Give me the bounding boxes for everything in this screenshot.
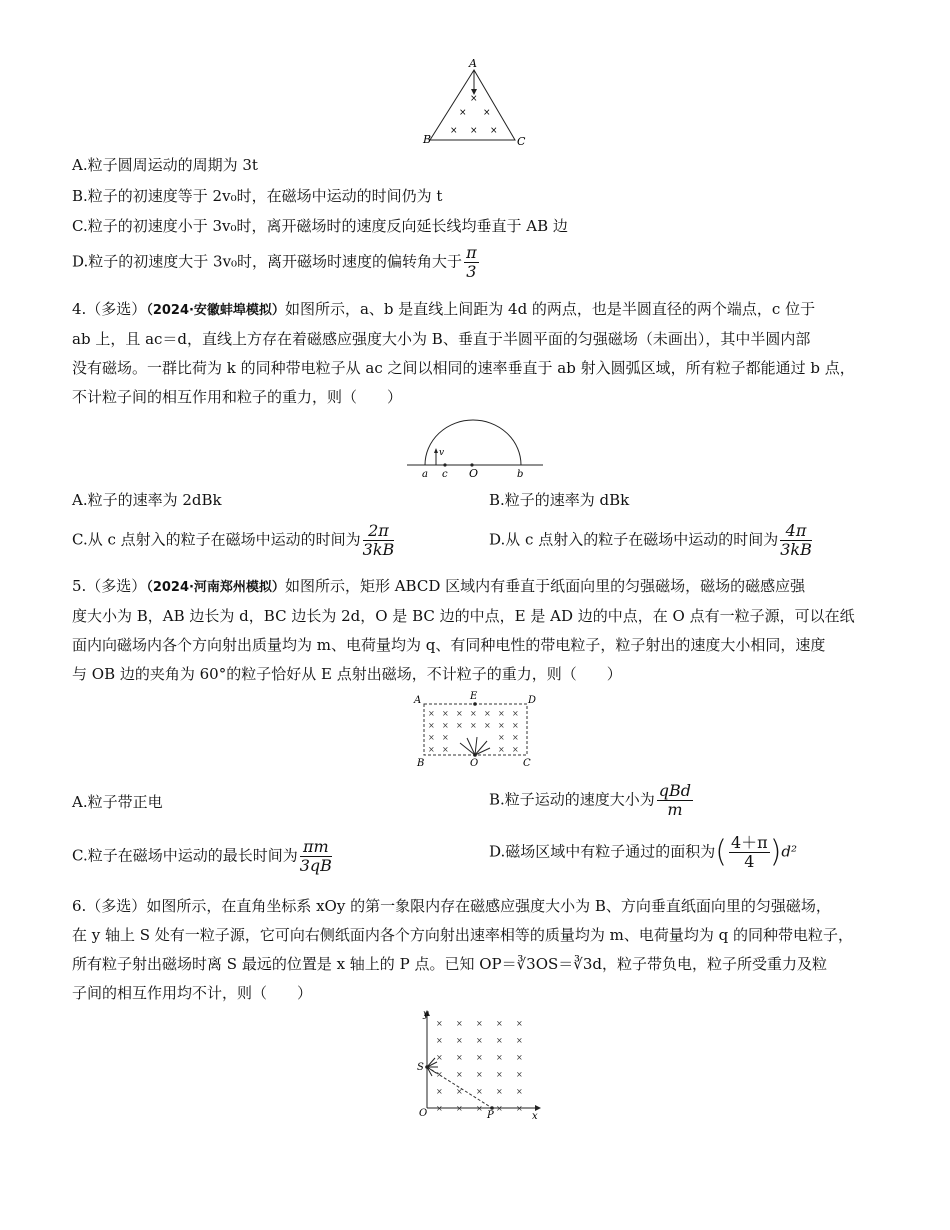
label-A: A bbox=[469, 57, 477, 70]
label-A: A bbox=[414, 695, 422, 706]
semicircle-figure bbox=[405, 415, 545, 480]
question-6: 6.（多选）如图所示，在直角坐标系 xOy 的第一象限内存在磁感应强度大小为 B、方向垂直纸面向里的匀强磁场， 在 y 轴上 S 处有一粒子源，它可向右侧纸面内各个方向射出速率相等的质量均为 m、电荷量均为 q 的同种带电粒子， 所有粒子射出磁场时离 S 最远的位置是 x 轴上的 P 点。已知 OP＝∛3OS＝∛3d，粒子带负电，粒子所受重力及粒 子间的相互作用均不计，则（ ） bbox=[72, 897, 853, 1002]
q4-option-c: C.从 c 点射入的粒子在磁场中运动的时间为 $\frac{2\pi}{3kB}$ bbox=[72, 521, 395, 559]
question-5: 5.（多选）（2024·河南郑州模拟）如图所示，矩形 ABCD 区域内有垂直于纸面向里的匀强磁场，磁场的磁感应强 度大小为 B，AB 边长为 d，BC 边长为 2d，O 是 BC 边的中点，E 是 AD 边的中点，在 O 点有一粒子源，可以在纸 面内向磁场内各个方向射出质量均为 m、电荷量均为 q、有同种电性的带电粒子，粒子射出的速度大小相同，速度 与 OB 边的夹角为 60°的粒子恰好从 E 点射出磁场，不计粒子的重力，则（ ） bbox=[72, 577, 855, 683]
cross-mark: × bbox=[442, 721, 449, 730]
cross-mark: × bbox=[476, 1019, 483, 1028]
cross-mark: × bbox=[456, 1104, 463, 1113]
cross-mark: × bbox=[516, 1019, 523, 1028]
cross-mark: × bbox=[428, 745, 435, 754]
question-4: 4.（多选）（2024·安徽蚌埠模拟）如图所示，a、b 是直线上间距为 4d 的两点，也是半圆直径的两个端点，c 位于 ab 上，且 ac＝d，直线上方存在着磁感应强度大小为 B、垂直于半圆平面的匀强磁场（未画出），其中半圆内部 没有磁场。一群比荷为 k 的同种带电粒子从 ac 之间以相同的速率垂直于 ab 射入圆弧区域，所有粒子都能通过 b 点， 不计粒子间的相互作用和粒子的重力，则（ ） bbox=[72, 300, 855, 406]
rectangle-figure bbox=[410, 688, 540, 770]
cross-mark: × bbox=[436, 1087, 443, 1096]
q3-option-d: D.粒子的初速度大于 3v₀时，离开磁场时速度的偏转角大于 $\frac{\pi}{3}$ bbox=[72, 243, 477, 281]
cross-mark: × bbox=[470, 709, 477, 718]
cross-mark: × bbox=[436, 1019, 443, 1028]
cross-mark: × bbox=[512, 709, 519, 718]
cross-mark: × bbox=[516, 1104, 523, 1113]
label-O: O bbox=[469, 467, 479, 480]
coordinate-figure bbox=[410, 1008, 545, 1120]
q4-source-tag: （2024·安徽蚌埠模拟） bbox=[146, 303, 285, 318]
cross-mark: × bbox=[436, 1036, 443, 1045]
q3-option-a: A.粒子圆周运动的周期为 3t bbox=[72, 156, 258, 174]
q5-option-c: C.粒子在磁场中运动的最长时间为 $\frac{\pi m}{3qB}$ bbox=[72, 837, 332, 875]
cross-mark: × bbox=[456, 1019, 463, 1028]
cross-mark: × bbox=[428, 709, 435, 718]
cross-mark: × bbox=[436, 1070, 443, 1079]
label-B: B bbox=[423, 133, 432, 146]
triangle-figure bbox=[420, 55, 530, 150]
cross-mark: × bbox=[496, 1053, 503, 1062]
cross-mark: × bbox=[470, 126, 478, 136]
q4-option-a: A.粒子的速率为 2dBk bbox=[72, 491, 222, 509]
cross-mark: × bbox=[496, 1070, 503, 1079]
q6-number: 6.（多选） bbox=[72, 897, 147, 915]
q3-option-c: C.粒子的初速度小于 3v₀时，离开磁场时的速度反向延长线均垂直于 AB 边 bbox=[72, 217, 568, 235]
label-a: a bbox=[422, 469, 428, 480]
cross-mark: × bbox=[496, 1104, 503, 1113]
label-P: P bbox=[487, 1110, 494, 1120]
q4-option-b: B.粒子的速率为 dBk bbox=[489, 491, 630, 509]
cross-mark: × bbox=[516, 1036, 523, 1045]
cross-mark: × bbox=[490, 126, 498, 136]
cross-mark: × bbox=[456, 709, 463, 718]
cross-mark: × bbox=[476, 1087, 483, 1096]
cross-mark: × bbox=[512, 721, 519, 730]
cross-mark: × bbox=[498, 733, 505, 742]
cross-mark: × bbox=[498, 745, 505, 754]
label-D: D bbox=[528, 695, 537, 706]
cross-mark: × bbox=[496, 1036, 503, 1045]
q4-number: 4.（多选） bbox=[72, 300, 147, 318]
cross-mark: × bbox=[476, 1104, 483, 1113]
cross-mark: × bbox=[470, 721, 477, 730]
q5-source-tag: （2024·河南郑州模拟） bbox=[146, 580, 285, 595]
cross-mark: × bbox=[512, 745, 519, 754]
q5-option-d: D.磁场区域中有粒子通过的面积为( $\frac{4+\pi}{4}$ )d² bbox=[489, 833, 798, 871]
cross-mark: × bbox=[428, 721, 435, 730]
label-C: C bbox=[517, 135, 526, 148]
cross-mark: × bbox=[456, 1053, 463, 1062]
label-E: E bbox=[470, 691, 478, 702]
cross-mark: × bbox=[516, 1087, 523, 1096]
q5-option-b: B.粒子运动的速度大小为 $\frac{\text{qBd}}{m}$ bbox=[489, 781, 692, 819]
cross-mark: × bbox=[483, 108, 491, 118]
cross-mark: × bbox=[436, 1053, 443, 1062]
cross-mark: × bbox=[476, 1036, 483, 1045]
cross-mark: × bbox=[456, 1036, 463, 1045]
cross-mark: × bbox=[516, 1070, 523, 1079]
cross-mark: × bbox=[516, 1053, 523, 1062]
cross-mark: × bbox=[456, 721, 463, 730]
label-O: O bbox=[419, 1108, 428, 1119]
cross-mark: × bbox=[476, 1053, 483, 1062]
cross-mark: × bbox=[442, 709, 449, 718]
q5-option-a: A.粒子带正电 bbox=[72, 793, 163, 811]
cross-mark: × bbox=[456, 1070, 463, 1079]
label-S: S bbox=[417, 1062, 424, 1073]
cross-mark: × bbox=[459, 108, 467, 118]
cross-mark: × bbox=[428, 733, 435, 742]
q4-option-d: D.从 c 点射入的粒子在磁场中运动的时间为 $\frac{4\pi}{3kB}$ bbox=[489, 521, 812, 559]
label-y: y bbox=[423, 1009, 429, 1020]
cross-mark: × bbox=[498, 709, 505, 718]
cross-mark: × bbox=[470, 94, 478, 104]
label-b: b bbox=[517, 469, 524, 480]
label-x: x bbox=[532, 1111, 538, 1120]
q5-number: 5.（多选） bbox=[72, 577, 147, 595]
cross-mark: × bbox=[512, 733, 519, 742]
cross-mark: × bbox=[442, 733, 449, 742]
label-c: c bbox=[442, 469, 448, 480]
q3-option-b: B.粒子的初速度等于 2v₀时，在磁场中运动的时间仍为 t bbox=[72, 187, 443, 205]
cross-mark: × bbox=[476, 1070, 483, 1079]
cross-mark: × bbox=[496, 1019, 503, 1028]
cross-mark: × bbox=[442, 745, 449, 754]
cross-mark: × bbox=[484, 709, 491, 718]
cross-mark: × bbox=[498, 721, 505, 730]
cross-mark: × bbox=[450, 126, 458, 136]
label-v: v bbox=[439, 448, 445, 458]
cross-mark: × bbox=[496, 1087, 503, 1096]
label-O: O bbox=[470, 758, 479, 769]
label-C: C bbox=[523, 758, 531, 769]
cross-mark: × bbox=[436, 1104, 443, 1113]
label-B: B bbox=[417, 758, 425, 769]
cross-mark: × bbox=[456, 1087, 463, 1096]
cross-mark: × bbox=[484, 721, 491, 730]
